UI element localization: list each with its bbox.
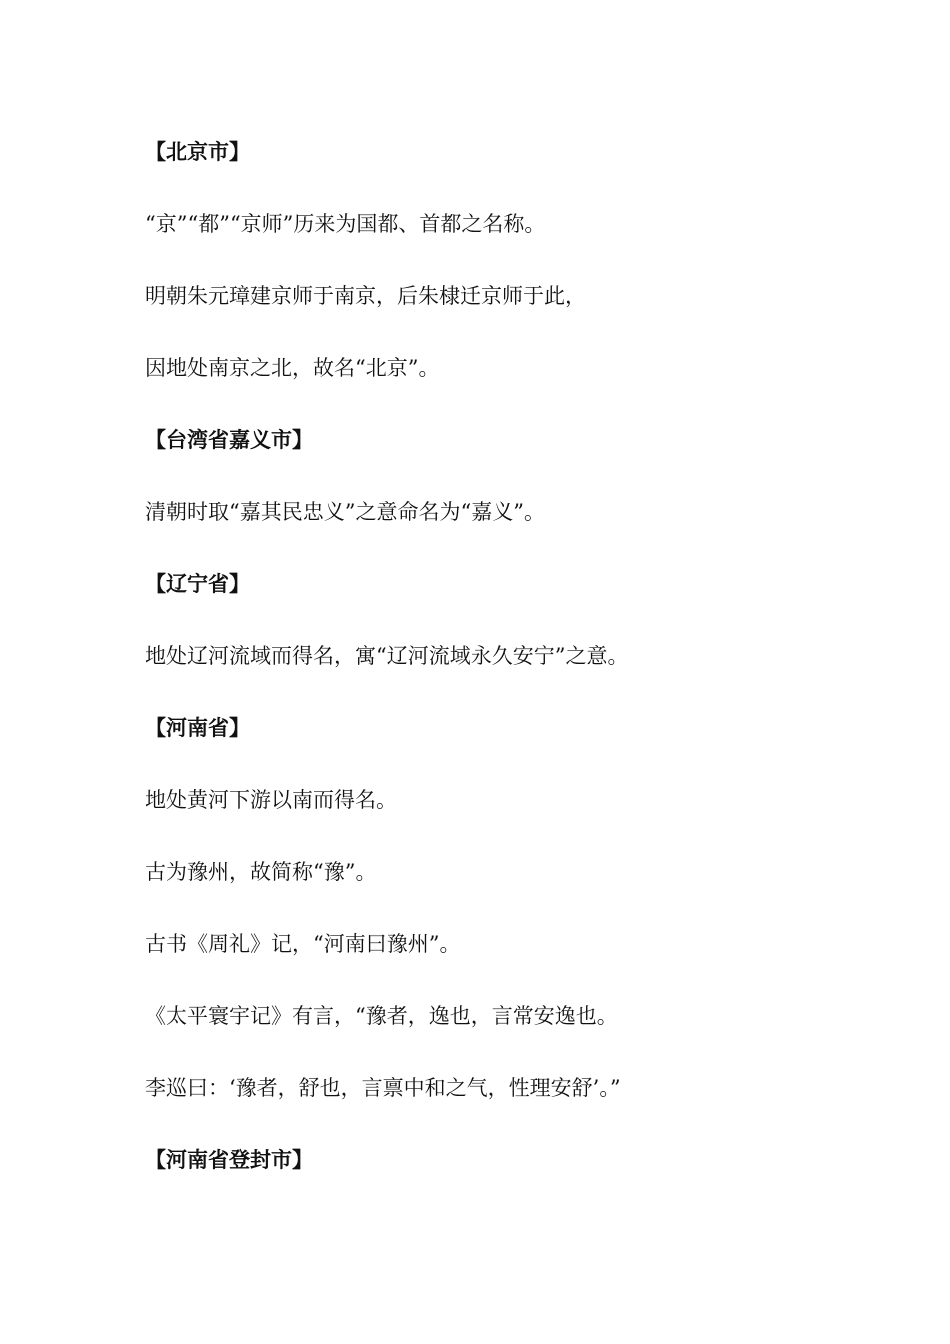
- paragraph-line: 因地处南京之北，故名“北京”。: [145, 356, 440, 380]
- heading-beijing: 【北京市】: [145, 140, 250, 164]
- heading-chiayi: 【台湾省嘉义市】: [145, 428, 313, 452]
- paragraph-line: 《太平寰宇记》有言，“豫者，逸也，言常安逸也。: [145, 1004, 618, 1028]
- paragraph-line: 清朝时取“嘉其民忠义”之意命名为“嘉义”。: [145, 500, 545, 524]
- paragraph-line: 古书《周礼》记，“河南曰豫州”。: [145, 932, 461, 956]
- paragraph-line: “京”“都”“京师”历来为国都、首都之名称。: [145, 212, 546, 236]
- heading-dengfeng: 【河南省登封市】: [145, 1148, 313, 1172]
- paragraph-line: 地处辽河流域而得名，寓“辽河流域永久安宁”之意。: [145, 644, 629, 668]
- paragraph-line: 古为豫州，故简称“豫”。: [145, 860, 377, 884]
- paragraph-line: 明朝朱元璋建京师于南京，后朱棣迁京师于此，: [145, 284, 586, 308]
- paragraph-line: 地处黄河下游以南而得名。: [145, 788, 397, 812]
- heading-henan: 【河南省】: [145, 716, 250, 740]
- heading-liaoning: 【辽宁省】: [145, 572, 250, 596]
- paragraph-line: 李巡曰：‘豫者，舒也，言禀中和之气，性理安舒’。”: [145, 1076, 621, 1100]
